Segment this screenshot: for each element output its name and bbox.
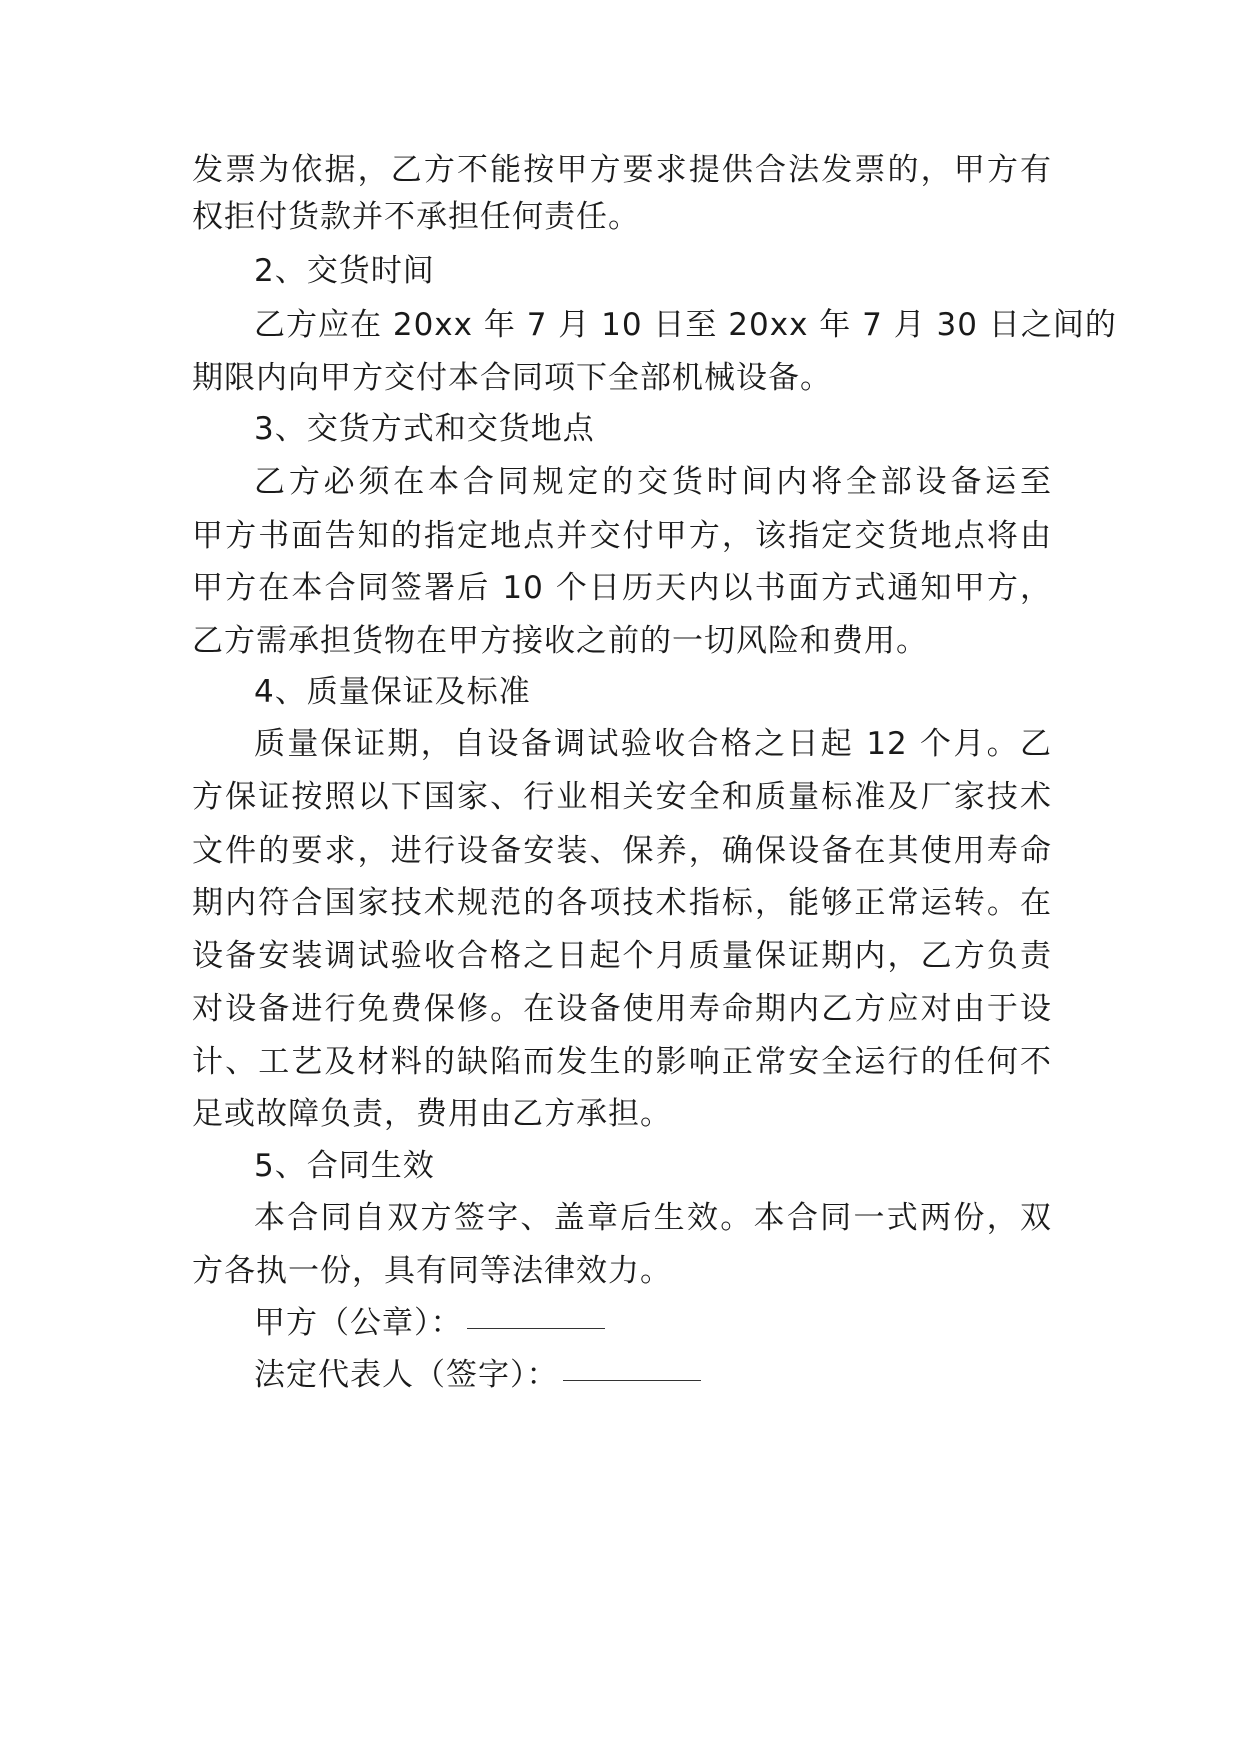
paragraph-line: 发票为依据，乙方不能按甲方要求提供合法发票的，甲方有 (192, 152, 1052, 188)
paragraph-line: 计、工艺及材料的缺陷而发生的影响正常安全运行的任何不 (192, 1044, 1052, 1080)
paragraph-line: 设备安装调试验收合格之日起个月质量保证期内，乙方负责 (192, 938, 1052, 974)
signature-blank-line[interactable] (563, 1352, 701, 1381)
signature-blank-line[interactable] (467, 1300, 605, 1329)
paragraph-line: 权拒付货款并不承担任何责任。 (192, 199, 640, 235)
paragraph-line: 方保证按照以下国家、行业相关安全和质量标准及厂家技术 (192, 779, 1052, 815)
paragraph-line: 期内符合国家技术规范的各项技术指标，能够正常运转。在 (192, 885, 1052, 921)
paragraph-line: 乙方必须在本合同规定的交货时间内将全部设备运至 (254, 464, 1052, 500)
paragraph-line: 方各执一份，具有同等法律效力。 (192, 1253, 672, 1289)
signature-label: 法定代表人（签字）： (254, 1357, 559, 1393)
paragraph-line: 乙方需承担货物在甲方接收之前的一切风险和费用。 (192, 623, 928, 659)
signature-label: 甲方（公章）： (254, 1305, 463, 1341)
paragraph-line: 乙方应在 20xx 年 7 月 10 日至 20xx 年 7 月 30 日之间的 (254, 307, 1117, 343)
paragraph-line: 对设备进行免费保修。在设备使用寿命期内乙方应对由于设 (192, 991, 1052, 1027)
section-heading-delivery-method: 3、交货方式和交货地点 (254, 411, 595, 447)
paragraph-line: 甲方在本合同签署后 10 个日历天内以书面方式通知甲方， (192, 570, 1052, 606)
section-heading-quality: 4、质量保证及标准 (254, 674, 531, 710)
paragraph-line: 足或故障负责，费用由乙方承担。 (192, 1096, 672, 1132)
section-heading-effectiveness: 5、合同生效 (254, 1148, 435, 1184)
paragraph-line: 质量保证期，自设备调试验收合格之日起 12 个月。乙 (254, 726, 1052, 762)
paragraph-line: 本合同自双方签字、盖章后生效。本合同一式两份，双 (254, 1200, 1052, 1236)
signature-party-a (254, 1302, 1052, 1344)
paragraph-line: 期限内向甲方交付本合同项下全部机械设备。 (192, 360, 832, 396)
signature-legal-rep (254, 1354, 1052, 1396)
paragraph-line: 甲方书面告知的指定地点并交付甲方，该指定交货地点将由 (192, 518, 1052, 554)
paragraph-line: 文件的要求，进行设备安装、保养，确保设备在其使用寿命 (192, 833, 1052, 869)
section-heading-delivery-time: 2、交货时间 (254, 253, 435, 289)
